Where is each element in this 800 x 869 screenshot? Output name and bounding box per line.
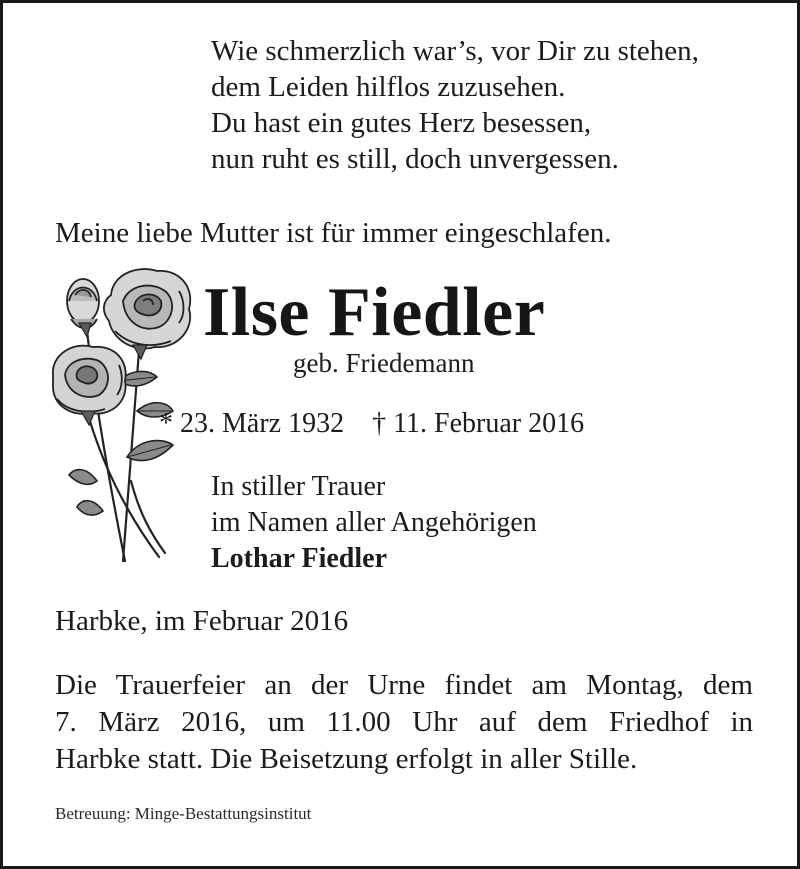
- intro-sentence: Meine liebe Mutter ist für immer eingeschlafen.: [55, 217, 612, 249]
- birth-date: * 23. März 1932: [159, 408, 345, 439]
- mourners-block: [211, 469, 537, 577]
- maiden-name: geb. Friedemann: [293, 348, 475, 378]
- poem-line: dem Leiden hilflos zuzusehen.: [211, 71, 566, 103]
- funeral-line: 7. März 2016, um 11.00 Uhr auf dem Friedhof in: [55, 706, 753, 738]
- funeral-service-credit: Betreuung: Minge-Bestattungsinstitut: [55, 804, 312, 823]
- poem-line: Du hast ein gutes Herz besessen,: [211, 107, 592, 139]
- relatives-line: im Namen aller Angehörigen: [211, 507, 537, 538]
- mourning-line: In stiller Trauer: [211, 471, 386, 502]
- poem-line: nun ruht es still, doch unvergessen.: [211, 143, 619, 175]
- memorial-poem: [211, 33, 699, 177]
- death-date: † 11. Februar 2016: [372, 408, 585, 439]
- deceased-name: Ilse Fiedler: [203, 274, 546, 351]
- funeral-details: [55, 667, 753, 778]
- poem-line: Wie schmerzlich war’s, vor Dir zu stehen,: [211, 35, 699, 67]
- funeral-line: Die Trauerfeier an der Urne findet am Montag, dem: [55, 669, 753, 701]
- funeral-line: Harbke statt. Die Beisetzung erfolgt in aller Stille.: [55, 743, 638, 775]
- signer-name: Lothar Fiedler: [211, 543, 388, 574]
- place-date: Harbke, im Februar 2016: [55, 605, 349, 637]
- life-dates: [159, 406, 584, 442]
